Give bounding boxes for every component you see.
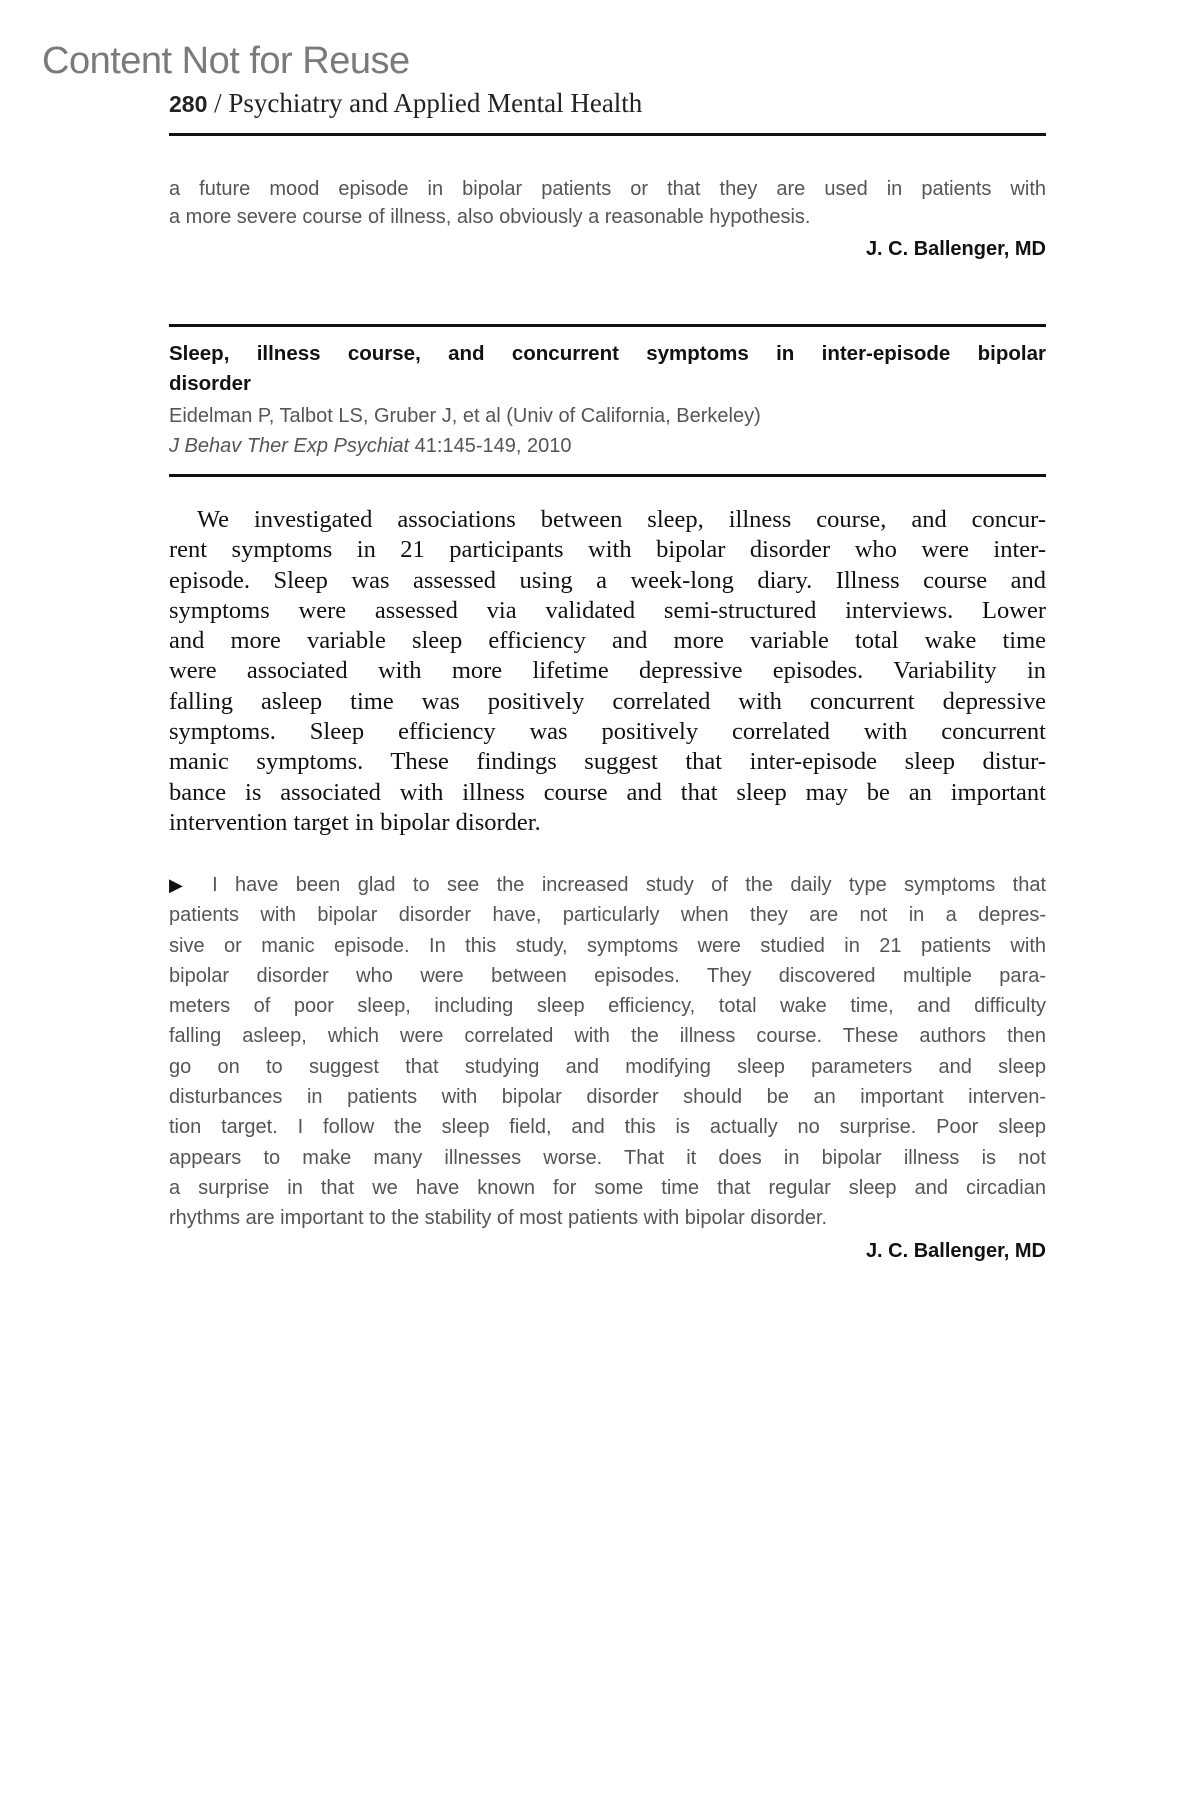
text-line: symptoms were assessed via validated semi-structured interviews. Lower bbox=[169, 596, 1046, 624]
previous-comment bbox=[169, 175, 1046, 231]
journal-name: J Behav Ther Exp Psychiat bbox=[169, 435, 410, 457]
text-line: a surprise in that we have known for some time that regular sleep and circadian bbox=[169, 1176, 1046, 1199]
text-line: patients with bipolar disorder have, particularly when they are not in a depres- bbox=[169, 904, 1046, 927]
text-line: sive or manic episode. In this study, symptoms were studied in 21 patients with bbox=[169, 934, 1046, 957]
article-meta bbox=[169, 401, 1046, 461]
volume-pages-year: 41:145-149, 2010 bbox=[409, 435, 572, 457]
text-line: were associated with more lifetime depressive episodes. Variability in bbox=[169, 657, 1046, 685]
header-separator: / bbox=[207, 88, 229, 118]
text-line: bance is associated with illness course and that sleep may be an important bbox=[169, 778, 1046, 806]
title-line: Sleep, illness course, and concurrent symptoms in inter-episode bipolar bbox=[169, 342, 1046, 365]
text-line: appears to make many illnesses worse. That it does in bipolar illness is not bbox=[169, 1146, 1046, 1169]
text-line: tion target. I follow the sleep field, and this is actually no surprise. Poor sleep bbox=[169, 1116, 1046, 1139]
header-rule bbox=[169, 133, 1046, 136]
triangle-bullet-icon: ▶ bbox=[169, 875, 195, 895]
article-title bbox=[169, 339, 1046, 399]
text-line: a future mood episode in bipolar patients or that they are used in patients with bbox=[169, 178, 1046, 200]
text-line: falling asleep, which were correlated with the illness course. These authors then bbox=[169, 1025, 1046, 1048]
text-line: intervention target in bipolar disorder. bbox=[169, 808, 541, 836]
text-line: bipolar disorder who were between episodes. They discovered multiple para- bbox=[169, 964, 1046, 987]
text-line-content: I have been glad to see the increased study of the daily type symptoms that bbox=[212, 874, 1046, 896]
article-citation bbox=[169, 431, 1046, 461]
text-line: falling asleep time was positively correlated with concurrent depressive bbox=[169, 687, 1046, 715]
comment-signature: J. C. Ballenger, MD bbox=[865, 1240, 1046, 1262]
editorial-comment bbox=[169, 870, 1046, 1234]
article-authors: Eidelman P, Talbot LS, Gruber J, et al (Univ of California, Berkeley) bbox=[169, 405, 761, 427]
running-header bbox=[169, 88, 642, 119]
text-line: disturbances in patients with bipolar disorder should be an important interven- bbox=[169, 1086, 1046, 1109]
previous-signature: J. C. Ballenger, MD bbox=[865, 238, 1046, 260]
text-line: rhythms are important to the stability of most patients with bipolar disorder. bbox=[169, 1207, 828, 1230]
text-line bbox=[169, 870, 1046, 900]
text-line: symptoms. Sleep efficiency was positively correlated with concurrent bbox=[169, 718, 1046, 746]
text-line: and more variable sleep efficiency and more variable total wake time bbox=[169, 627, 1046, 655]
article-meta-rule bbox=[169, 474, 1046, 477]
abstract bbox=[169, 505, 1046, 838]
article-top-rule bbox=[169, 324, 1046, 327]
page-number: 280 bbox=[169, 91, 208, 117]
text-line: go on to suggest that studying and modifying sleep parameters and sleep bbox=[169, 1055, 1046, 1078]
title-line: disorder bbox=[169, 372, 252, 395]
text-line: meters of poor sleep, including sleep efficiency, total wake time, and difficulty bbox=[169, 995, 1046, 1018]
text-line: a more severe course of illness, also obviously a reasonable hypothesis. bbox=[169, 206, 811, 228]
journal-section: Psychiatry and Applied Mental Health bbox=[228, 88, 643, 118]
text-line: episode. Sleep was assessed using a week-long diary. Illness course and bbox=[169, 566, 1046, 594]
text-line: We investigated associations between sleep, illness course, and concur- bbox=[197, 506, 1046, 533]
watermark: Content Not for Reuse bbox=[42, 40, 410, 82]
text-line: rent symptoms in 21 participants with bipolar disorder who were inter- bbox=[169, 536, 1046, 564]
text-line: manic symptoms. These findings suggest that inter-episode sleep distur- bbox=[169, 748, 1046, 776]
